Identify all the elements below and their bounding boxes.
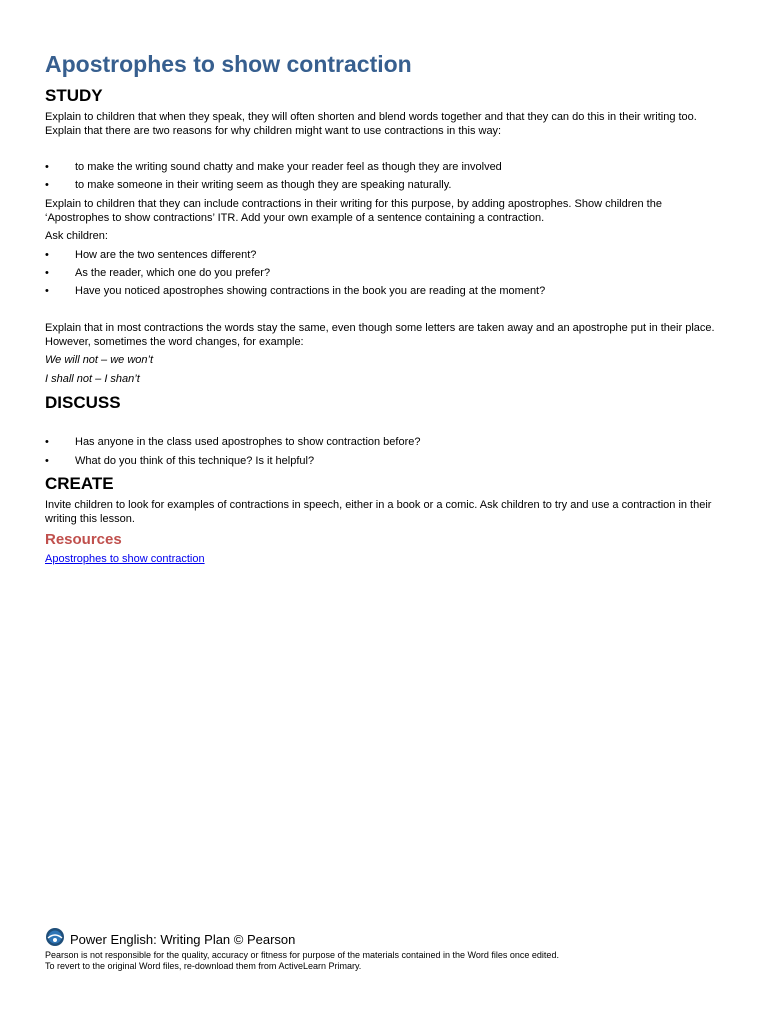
study-paragraph: Explain that in most contractions the words stay the same, even though some letters are taken away and an apostrophe put in their place. However, sometimes the word changes, for example:: [45, 322, 715, 348]
study-intro: Explain to children that when they speak, they will often shorten and blend words together and that they can do this in their writing too. Explain that there are two reasons for why children might want to use contractions in this way:: [45, 111, 697, 137]
bullet-icon: •: [45, 249, 49, 261]
study-heading: STUDY: [45, 86, 103, 105]
list-item-text: How are the two sentences different?: [75, 249, 257, 261]
bullet-icon: •: [45, 455, 49, 467]
list-item-text: to make someone in their writing seem as though they are speaking naturally.: [75, 179, 452, 191]
bullet-icon: •: [45, 267, 49, 279]
bullet-icon: •: [45, 161, 49, 173]
list-item-text: What do you think of this technique? Is it helpful?: [75, 455, 315, 467]
bullet-icon: •: [45, 179, 49, 191]
resources-heading: Resources: [45, 531, 122, 548]
list-item-text: Has anyone in the class used apostrophes to show contraction before?: [75, 436, 421, 448]
ask-children-label: Ask children:: [45, 230, 108, 242]
list-item-text: As the reader, which one do you prefer?: [75, 267, 271, 279]
footer-disclaimer: To revert to the original Word files, re-download them from ActiveLearn Primary.: [45, 961, 362, 971]
bullet-icon: •: [45, 285, 49, 297]
discuss-heading: DISCUSS: [45, 393, 121, 412]
resource-link[interactable]: Apostrophes to show contraction: [45, 553, 205, 565]
page-title: Apostrophes to show contraction: [45, 51, 412, 77]
footer-disclaimer: Pearson is not responsible for the quality, accuracy or fitness for purpose of the materials contained in the Word files once edited.: [45, 950, 559, 960]
list-item-text: Have you noticed apostrophes showing contractions in the book you are reading at the moment?: [75, 285, 546, 297]
power-english-logo-icon: [45, 927, 65, 947]
example-sentence: I shall not – I shan’t: [45, 373, 140, 385]
create-heading: CREATE: [45, 474, 114, 493]
list-item-text: to make the writing sound chatty and make your reader feel as though they are involved: [75, 161, 502, 173]
study-paragraph: Explain to children that they can include contractions in their writing for this purpose, by adding apostrophes. Show children the ‘Apostrophes to show contractions’ ITR. Add your own example of a sentence containing a contraction.: [45, 198, 662, 224]
bullet-icon: •: [45, 436, 49, 448]
example-sentence: We will not – we won’t: [45, 354, 154, 366]
footer-title: Power English: Writing Plan © Pearson: [70, 932, 296, 947]
create-text: Invite children to look for examples of contractions in speech, either in a book or a comic. Ask children to try and use a contraction in their writing this lesson.: [45, 499, 712, 525]
